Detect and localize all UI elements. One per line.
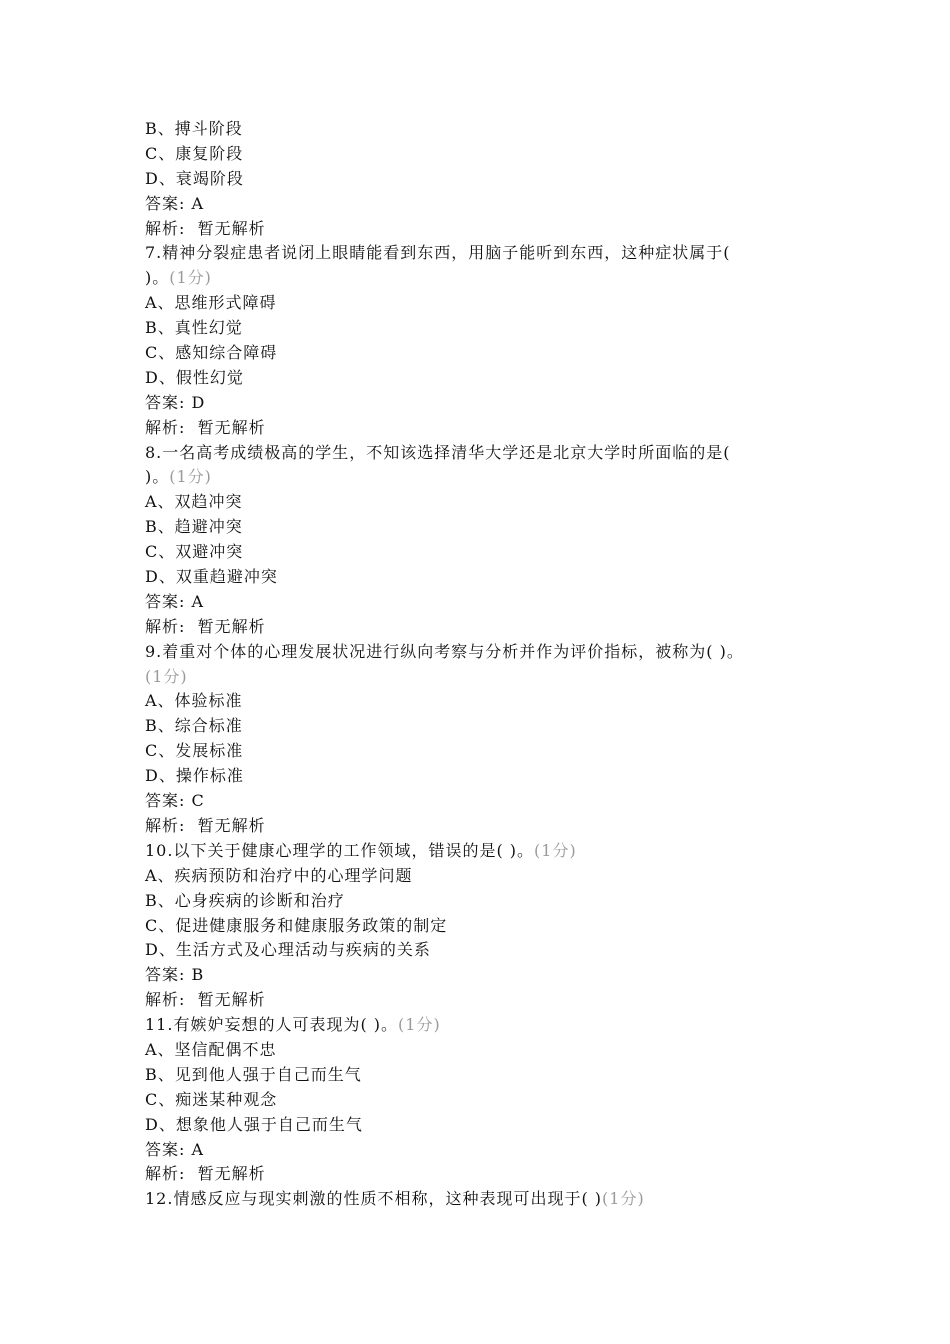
line-text: D、生活方式及心理活动与疾病的关系 [145,940,431,960]
text-line [145,117,825,142]
line-text: 答案: A [145,193,205,213]
line-text: A、思维形式障碍 [145,293,277,313]
score-label: (1分) [534,840,577,860]
text-line [145,1162,825,1187]
score-label: (1分) [398,1015,441,1035]
text-line [145,241,825,266]
text-line [145,789,825,814]
text-line [145,839,825,864]
line-text: 9.着重对个体的心理发展状况进行纵向考察与分析并作为评价指标，被称为( )。 [145,641,744,661]
text-line [145,565,825,590]
line-text: 10.以下关于健康心理学的工作领域，错误的是( )。 [145,840,535,860]
text-line [145,988,825,1013]
text-line [145,1138,825,1163]
text-line [145,689,825,714]
text-line [145,465,825,490]
line-text: 12.情感反应与现实刺激的性质不相称，这种表现可出现于( ) [145,1189,603,1209]
text-line [145,1038,825,1063]
line-text: B、真性幻觉 [145,318,243,338]
text-line [145,540,825,565]
line-text: C、感知综合障碍 [145,343,278,363]
text-line [145,1013,825,1038]
text-line [145,914,825,939]
line-text: B、见到他人强于自己而生气 [145,1064,362,1084]
line-text: 11.有嫉妒妄想的人可表现为( )。 [145,1015,399,1035]
line-text: B、综合标准 [145,716,243,736]
line-text: 答案: A [145,1139,205,1159]
score-label: (1分) [169,268,212,288]
text-line [145,167,825,192]
text-line [145,217,825,242]
text-line [145,938,825,963]
text-line [145,615,825,640]
text-line [145,665,825,690]
text-line [145,590,825,615]
line-text: )。 [145,268,170,288]
line-text: 8.一名高考成绩极高的学生，不知该选择清华大学还是北京大学时所面临的是( [145,442,731,462]
text-line [145,192,825,217]
line-text: A、坚信配偶不忠 [145,1039,277,1059]
line-text: 解析: 暂无解析 [145,815,266,835]
line-text: B、心身疾病的诊断和治疗 [145,890,345,910]
line-text: C、康复阶段 [145,143,244,163]
score-label: (1分) [145,666,188,686]
line-text: D、衰竭阶段 [145,168,244,188]
line-text: 解析: 暂无解析 [145,417,266,437]
line-text: A、体验标准 [145,691,243,711]
line-text: C、痴迷某种观念 [145,1089,278,1109]
text-line [145,739,825,764]
line-text: D、操作标准 [145,766,244,786]
text-line [145,714,825,739]
line-text: C、促进健康服务和健康服务政策的制定 [145,915,448,935]
document-body [145,117,825,1212]
text-line [145,366,825,391]
line-text: D、想象他人强于自己而生气 [145,1114,363,1134]
text-line [145,341,825,366]
text-line [145,416,825,441]
text-line [145,864,825,889]
text-line [145,963,825,988]
line-text: B、趋避冲突 [145,517,243,537]
text-line [145,316,825,341]
text-line [145,391,825,416]
line-text: )。 [145,467,170,487]
line-text: 7.精神分裂症患者说闭上眼睛能看到东西，用脑子能听到东西，这种症状属于( [145,243,731,263]
text-line [145,764,825,789]
score-label: (1分) [602,1189,645,1209]
line-text: C、双避冲突 [145,542,244,562]
line-text: D、假性幻觉 [145,367,244,387]
score-label: (1分) [169,467,212,487]
text-line [145,266,825,291]
text-line [145,441,825,466]
line-text: 答案: C [145,791,205,811]
text-line [145,490,825,515]
line-text: 解析: 暂无解析 [145,218,266,238]
text-line [145,142,825,167]
text-line [145,515,825,540]
text-line [145,814,825,839]
line-text: 答案: B [145,965,205,985]
line-text: 解析: 暂无解析 [145,616,266,636]
text-line [145,1088,825,1113]
text-line [145,291,825,316]
line-text: C、发展标准 [145,741,244,761]
line-text: A、疾病预防和治疗中的心理学问题 [145,865,413,885]
text-line [145,889,825,914]
text-line [145,640,825,665]
text-line [145,1063,825,1088]
line-text: 答案: A [145,591,205,611]
line-text: B、搏斗阶段 [145,119,243,138]
line-text: D、双重趋避冲突 [145,567,278,587]
line-text: 答案: D [145,392,206,412]
line-text: A、双趋冲突 [145,492,243,512]
text-line [145,1187,825,1212]
line-text: 解析: 暂无解析 [145,990,266,1010]
line-text: 解析: 暂无解析 [145,1164,266,1184]
text-line [145,1113,825,1138]
